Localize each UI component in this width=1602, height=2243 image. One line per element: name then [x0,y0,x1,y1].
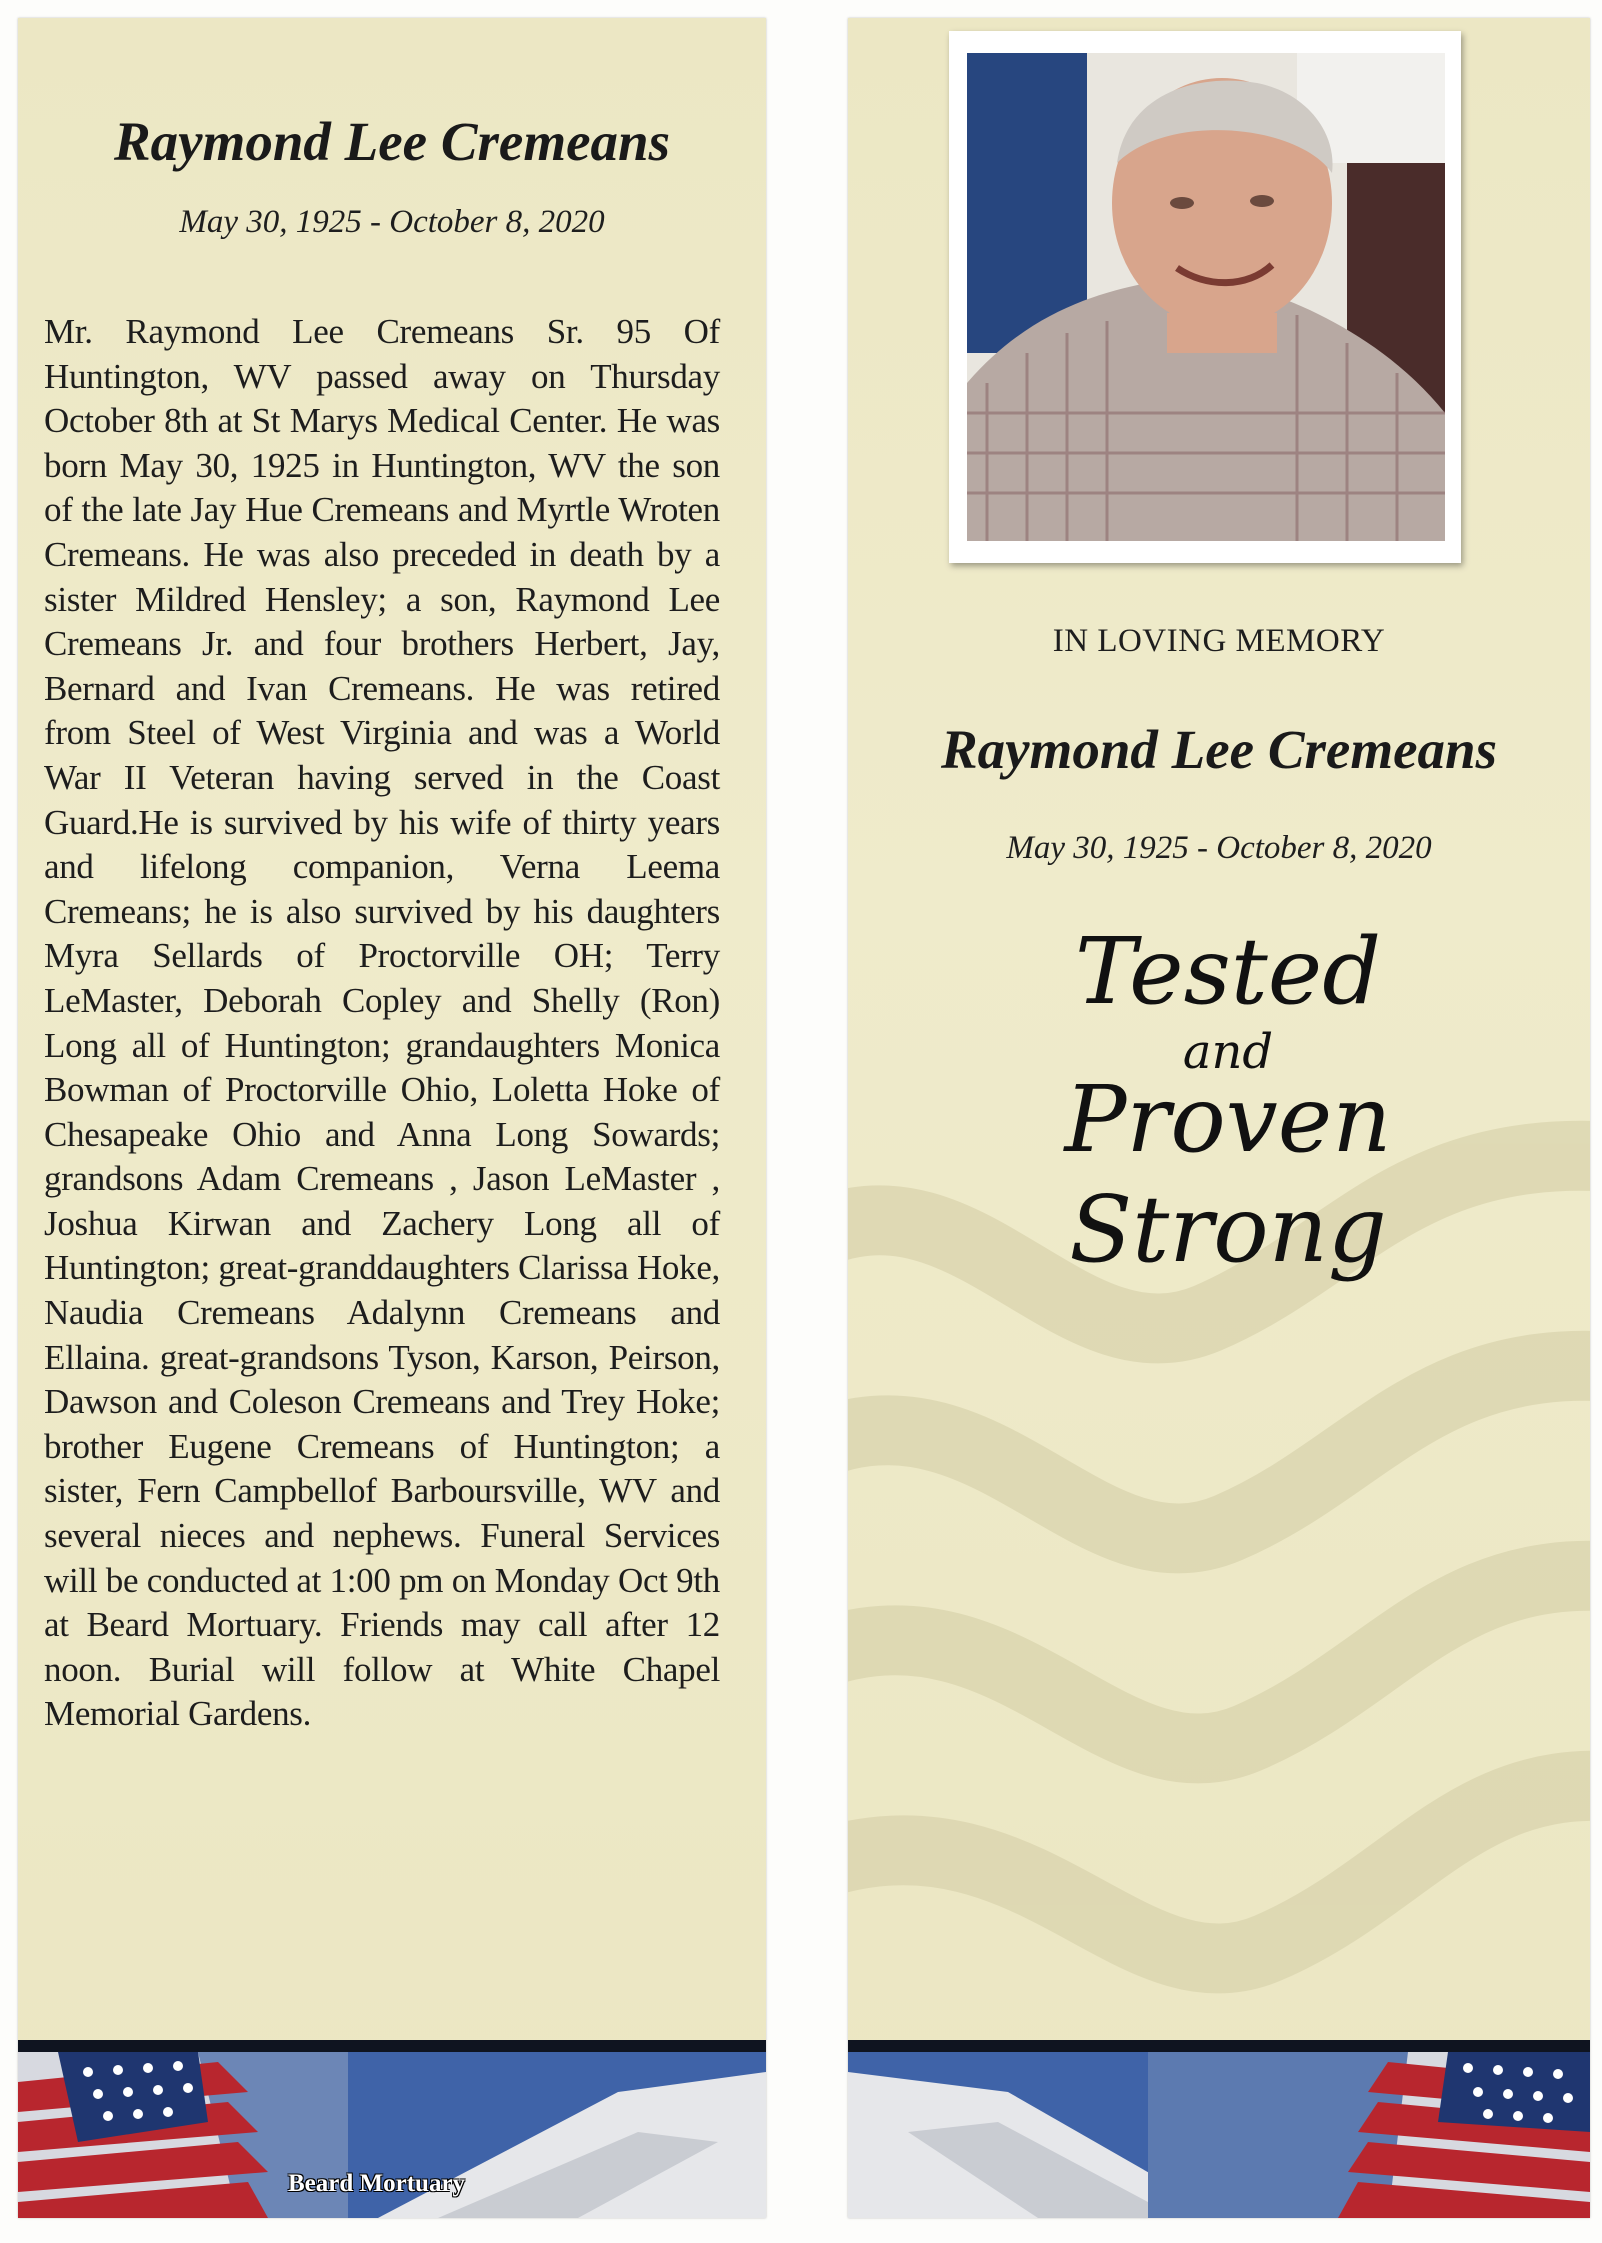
portrait-frame [949,31,1461,563]
life-dates: May 30, 1925 - October 8, 2020 [179,204,605,240]
verse-line: Tested [1074,918,1382,1025]
american-flag-icon [848,2052,1590,2218]
obituary-bookmark-left [18,18,766,2218]
bottom-photo-strip [18,2040,766,2218]
verse-line: Proven [1064,1066,1392,1173]
deceased-name-title: Raymond Lee Cremeans [940,719,1498,780]
obituary-text: Mr. Raymond Lee Cremeans Sr. 95 Of Huntington, WV passed away on Thursday October 8th at St Marys Medical Center. He was born May 30, 1925 in Huntington, WV the son of the late Jay Hue Cremeans and Myrtle Wroten Cremeans. He was also preceded in death by a sister Mildred Hensley; a son, Raymond Lee Cremeans Jr. and four brothers Herbert, Jay, Bernard and Ivan Cremeans. He was retired from Steel of West Virginia and was a World War II Veteran having served in the Coast Guard.He is survived by his wife of thirty years and lifelong companion, Verna Leema Cremeans; he is also survived by his daughters Myra Sellards of Proctorville OH; Terry LeMaster, Deborah Copley and Shelly (Ron) Long all of Huntington; grandaughters Monica Bowman of Proctorville Ohio, Loletta Hoke of Chesapeake Ohio and Anna Long Sowards; grandsons Adam Cremeans , Jason LeMaster , Joshua Kirwan and Zachery Long all of Huntington; great-granddaughters Clarissa Hoke, Naudia Cremeans Adalynn Cremeans and Ellaina. great-grandsons Tyson, Karson, Peirson, Dawson and Coleson Cremeans and Trey Hoke; brother Eugene Cremeans of Huntington; a sister, Fern Campbellof Barboursville, WV and several nieces and nephews. Funeral Services will be conducted at 1:00 pm on Monday Oct 9th at Beard Mortuary. Friends may call after 12 noon. Burial will follow at White Chapel Memorial Gardens. [44,312,721,1734]
life-dates: May 30, 1925 - October 8, 2020 [1006,830,1432,866]
in-loving-memory-header: IN LOVING MEMORY [1052,623,1386,659]
bottom-photo-strip [848,2040,1590,2218]
memorial-bookmark-right [848,18,1590,2218]
strip-top-bar [18,2040,766,2052]
verse-line: Strong [1069,1176,1387,1283]
verse-line: and [1182,1024,1274,1080]
memorial-verse [998,918,1458,1308]
mortuary-name: Beard Mortuary [288,2170,466,2197]
strip-top-bar [848,2040,1590,2052]
portrait-photo-icon [967,53,1445,541]
deceased-name-title: Raymond Lee Cremeans [113,111,671,172]
